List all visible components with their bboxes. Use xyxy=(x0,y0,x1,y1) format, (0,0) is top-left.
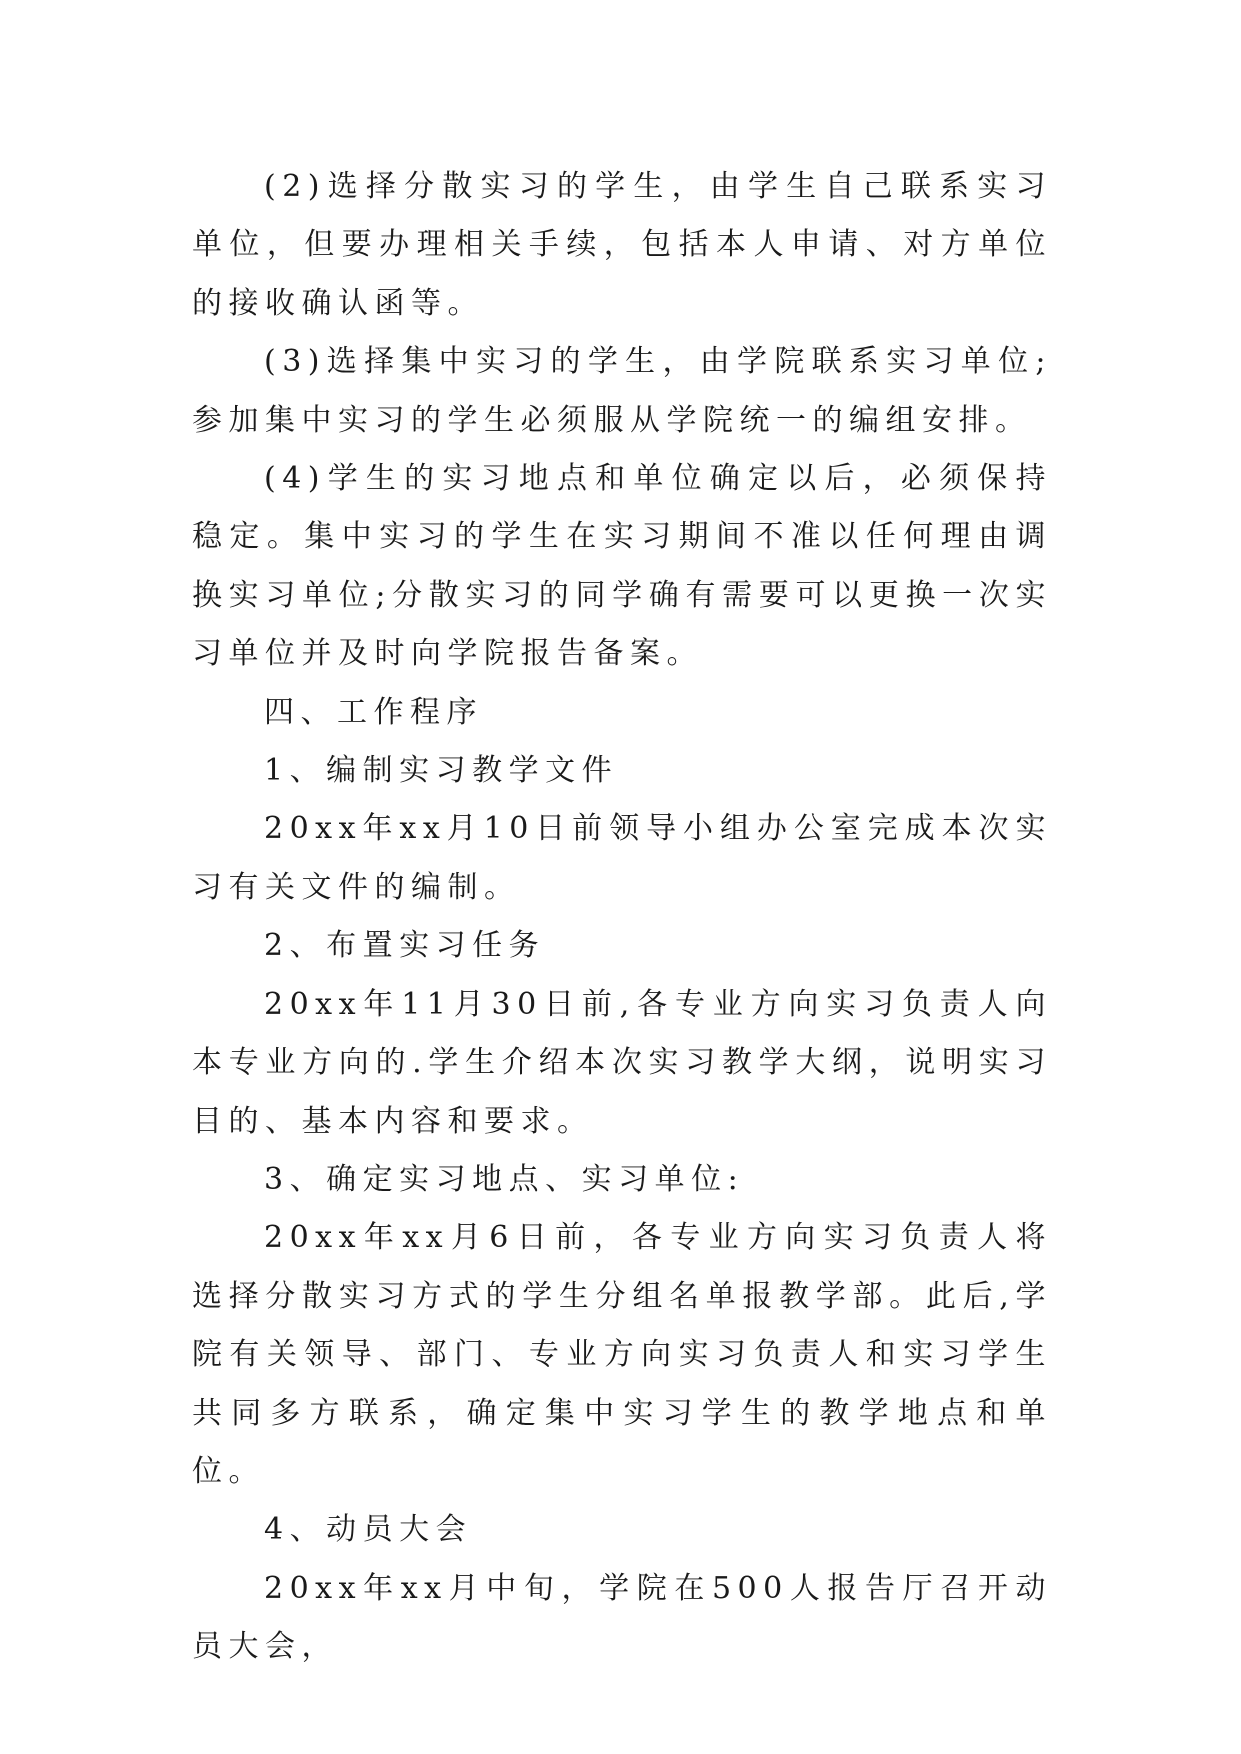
paragraph-item-4: (4)学生的实习地点和单位确定以后，必须保持稳定。集中实习的学生在实习期间不准以任何理由调换实习单位;分散实习的同学确有需要可以更换一次实习单位并及时向学院报告备案。 xyxy=(192,461,1052,672)
document-page xyxy=(192,158,1052,1677)
paragraph-item-3: (3)选择集中实习的学生，由学院联系实习单位;参加集中实习的学生必须服从学院统一的编组安排。 xyxy=(192,344,1052,438)
step-heading-3: 3、确定实习地点、实习单位: xyxy=(264,1161,745,1197)
step-body-3: 20xx年xx月6日前，各专业方向实习负责人将选择分散实习方式的学生分组名单报教学部。此后,学院有关领导、部门、专业方向实习负责人和实习学生共同多方联系，确定集中实习学生的教学地点和单位。 xyxy=(192,1220,1052,1489)
step-heading-1: 1、编制实习教学文件 xyxy=(264,753,619,789)
step-heading-4: 4、动员大会 xyxy=(264,1512,473,1548)
step-body-1: 20xx年xx月10日前领导小组办公室完成本次实习有关文件的编制。 xyxy=(192,811,1052,905)
section-heading-work-procedure: 四、工作程序 xyxy=(264,694,483,730)
step-body-4: 20xx年xx月中旬，学院在500人报告厅召开动员大会， xyxy=(192,1570,1052,1665)
step-body-2: 20xx年11月30日前,各专业方向实习负责人向本专业方向的.学生介绍本次实习教学大纲，说明实习目的、基本内容和要求。 xyxy=(192,986,1052,1139)
paragraph-item-2: (2)选择分散实习的学生，由学生自己联系实习单位，但要办理相关手续，包括本人申请、对方单位的接收确认函等。 xyxy=(192,169,1052,321)
step-heading-2: 2、布置实习任务 xyxy=(264,928,546,964)
